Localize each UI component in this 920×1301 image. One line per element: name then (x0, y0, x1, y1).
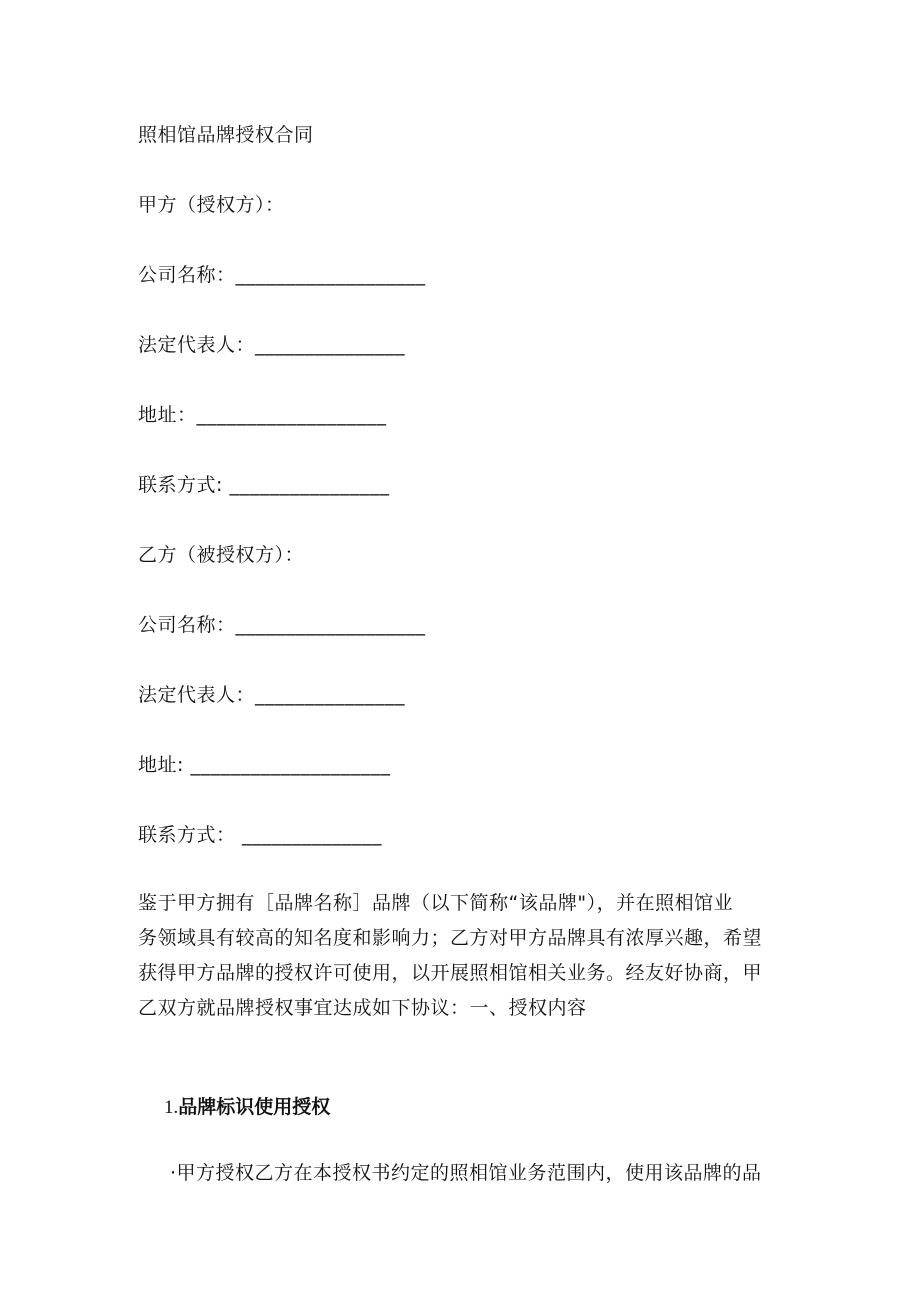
clause-text: ·甲方授权乙方在本授权书约定的照相馆业务范围内，使用该品牌的品 (170, 1162, 762, 1184)
section-number: 1. (164, 1097, 179, 1118)
preamble-line: 鉴于甲方拥有［品牌名称］品牌（以下简称“该品牌"），并在照相馆业 (138, 892, 734, 914)
party-a-contact-field: 联系方式: ________________ (138, 474, 390, 496)
party-a-address-field: 地址：___________________ (138, 404, 387, 426)
party-b-address-field: 地址: ____________________ (138, 754, 391, 776)
preamble-line: 务领域具有较高的知名度和影响力；乙方对甲方品牌具有浓厚兴趣，希望 (138, 927, 763, 949)
preamble-line: 乙双方就品牌授权事宜达成如下协议：一、授权内容 (138, 997, 587, 1019)
party-b-heading: 乙方（被授权方）： (138, 544, 305, 566)
preamble-line: 获得甲方品牌的授权许可使用，以开展照相馆相关业务。经友好协商，甲 (138, 962, 763, 984)
party-b-company-field: 公司名称：___________________ (138, 614, 426, 636)
party-b-contact-field: 联系方式： ______________ (138, 824, 383, 846)
party-b-representative-field: 法定代表人：_______________ (138, 684, 406, 706)
document-title: 照相馆品牌授权合同 (138, 124, 314, 146)
section-heading (164, 1094, 330, 1121)
section-title: 品牌标识使用授权 (178, 1096, 331, 1118)
party-a-representative-field: 法定代表人：_______________ (138, 334, 406, 356)
party-a-heading: 甲方（授权方）： (138, 194, 285, 216)
party-a-company-field: 公司名称：___________________ (138, 264, 426, 286)
preamble-paragraph (138, 886, 798, 1026)
